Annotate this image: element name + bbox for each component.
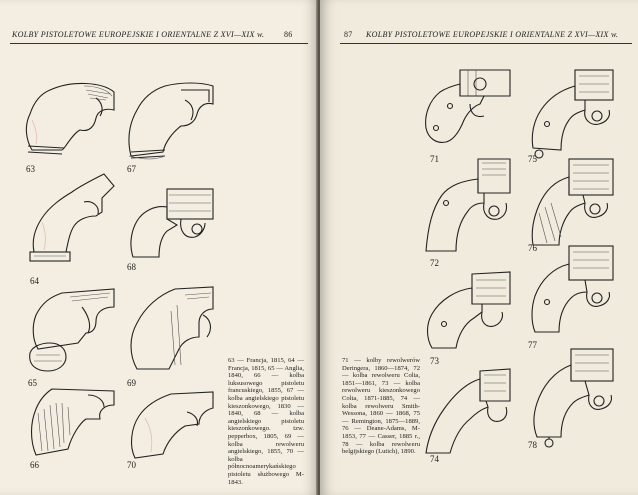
stock-illustration-69 bbox=[125, 285, 215, 377]
stock-illustration-63 bbox=[22, 80, 117, 162]
stock-illustration-64 bbox=[22, 172, 117, 272]
figure-number-67: 67 bbox=[127, 164, 136, 174]
figure-number-76: 76 bbox=[528, 243, 537, 253]
figure-number-75: 75 bbox=[528, 154, 537, 164]
stock-illustration-67 bbox=[125, 80, 215, 170]
figure-number-65: 65 bbox=[28, 378, 37, 388]
figure-number-66: 66 bbox=[30, 460, 39, 470]
stock-illustration-68 bbox=[125, 185, 215, 270]
left-page bbox=[0, 0, 318, 495]
right-header-rule bbox=[340, 43, 632, 44]
stock-illustration-72 bbox=[420, 155, 515, 255]
figure-number-72: 72 bbox=[430, 258, 439, 268]
figure-number-69: 69 bbox=[127, 378, 136, 388]
figure-number-77: 77 bbox=[528, 340, 537, 350]
stock-illustration-70 bbox=[125, 388, 215, 463]
stock-illustration-74 bbox=[420, 365, 515, 460]
right-header-title: KOLBY PISTOLETOWE EUROPEJSKIE I ORIENTALNE Z XVI—XIX w. bbox=[366, 30, 619, 39]
figure-number-68: 68 bbox=[127, 262, 136, 272]
figure-number-78: 78 bbox=[528, 440, 537, 450]
stock-illustration-71 bbox=[420, 66, 515, 156]
right-page-number: 87 bbox=[344, 30, 353, 39]
figure-number-64: 64 bbox=[30, 276, 39, 286]
stock-illustration-77 bbox=[525, 242, 617, 342]
stock-illustration-78 bbox=[525, 345, 617, 450]
figure-number-74: 74 bbox=[430, 454, 439, 464]
stock-illustration-76 bbox=[525, 155, 617, 255]
left-header-title: KOLBY PISTOLETOWE EUROPEJSKIE I ORIENTALNE Z XVI—XIX w. bbox=[12, 30, 265, 39]
stock-illustration-66 bbox=[22, 383, 117, 463]
left-page-number: 86 bbox=[284, 30, 293, 39]
figure-number-73: 73 bbox=[430, 356, 439, 366]
stock-illustration-73 bbox=[420, 268, 515, 358]
stock-illustration-75 bbox=[525, 66, 617, 161]
right-caption: 71 — kolby rewolwerów Deringera, 1860—1874, 72 — kolba rewolweru Colta, 1851—1861, 73 — kolba rewolweru kieszonkowego Colta, 1871-1885, 74 — kolba rewolweru Smith-Wessona, 1860 — 1868, 75 — Remington, 1875—1889, 76 — Deane-Adams, M-1853, 77 — Casser, 1885 r., 78 — kolba rewolweru belgijskiego (Lutich), 1890. bbox=[342, 357, 420, 456]
right-page bbox=[320, 0, 638, 495]
figure-number-63: 63 bbox=[26, 164, 35, 174]
left-header-rule bbox=[10, 43, 308, 44]
stock-illustration-65 bbox=[22, 285, 117, 375]
figure-number-70: 70 bbox=[127, 460, 136, 470]
left-caption: 63 — Francja, 1815, 64 — Francja, 1815, 65 — Anglia, 1840, 66 — kolba luksusowego pistoletu francuskiego, 1855, 67 — kolba angielskiego pistoletu kieszonkowego, 1830 — 1840, 68 — kolba angielskiego pistoletu kieszonkowego. tzw. pepperbox, 1805, 69 — kolba rewolweru angielskiego, 1855, 70 — kolba północnoamerykańskiego pistoletu służbowego M-1843. bbox=[228, 357, 304, 486]
figure-number-71: 71 bbox=[430, 154, 439, 164]
